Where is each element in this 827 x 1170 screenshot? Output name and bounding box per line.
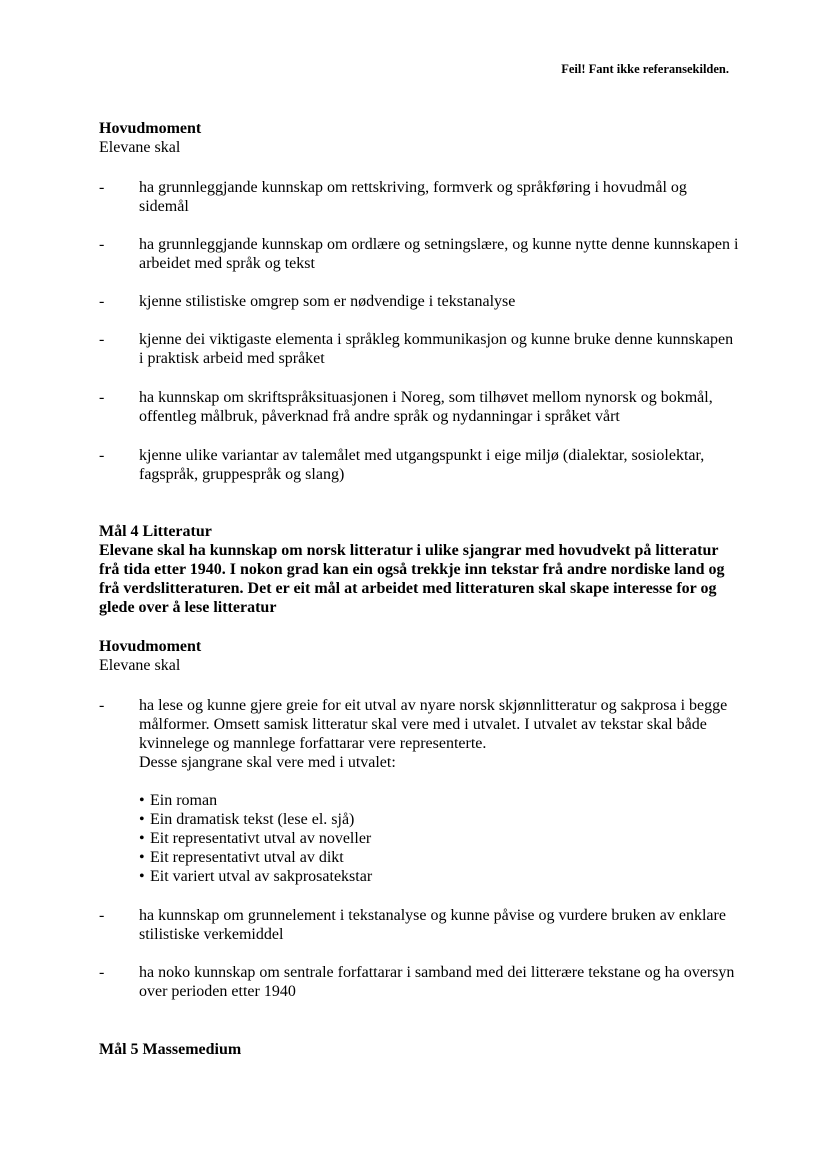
list-item-text: ha noko kunnskap om sentrale forfattarar i samband med dei litterære tekstane og ha oversyn over perioden etter 1940 xyxy=(139,964,735,1000)
section-heading: Hovudmoment xyxy=(99,120,202,137)
list-item xyxy=(99,696,739,886)
list-item xyxy=(99,446,739,484)
dash-marker: - xyxy=(99,389,105,406)
section2-intro xyxy=(99,637,739,675)
genres-intro: Desse sjangrane skal vere med i utvalet: xyxy=(139,754,396,771)
dash-marker: - xyxy=(99,293,105,310)
goal-5-title: Mål 5 Massemedium xyxy=(99,1041,242,1058)
section-heading: Hovudmoment xyxy=(99,638,202,655)
list-item-text: kjenne stilistiske omgrep som er nødvendige i tekstanalyse xyxy=(139,293,516,310)
list-item xyxy=(99,963,739,1001)
dash-marker: - xyxy=(99,331,105,348)
dash-marker: - xyxy=(99,964,105,981)
genre-item: • Ein dramatisk tekst (lese el. sjå) xyxy=(139,810,739,829)
genre-item: • Eit representativt utval av noveller xyxy=(139,829,739,848)
genre-item: • Ein roman xyxy=(139,791,739,810)
goal-description: Elevane skal ha kunnskap om norsk litteratur i ulike sjangrar med hovudvekt på litteratur frå tida etter 1940. I nokon grad kan ein også trekkje inn tekstar frå andre nordiske land og frå verdslitteraturen. Det er eit mål at arbeidet med litteraturen skal skape interesse for og glede over å lese litteratur xyxy=(99,542,725,616)
list-item-text: kjenne ulike variantar av talemålet med utgangspunkt i eige miljø (dialektar, sosiolektar, fagspråk, gruppespråk og slang) xyxy=(139,447,705,483)
list-item-content xyxy=(139,696,739,886)
reference-error-header: Feil! Fant ikke referansekilden. xyxy=(561,62,729,76)
list-item xyxy=(99,906,739,944)
list-item xyxy=(99,235,739,273)
dash-marker: - xyxy=(99,697,105,714)
list-item xyxy=(99,178,739,216)
dash-marker: - xyxy=(99,179,105,196)
goal-title: Mål 4 Litteratur xyxy=(99,523,212,540)
list-item xyxy=(99,292,739,311)
section-intro: Elevane skal xyxy=(99,657,181,674)
list-item xyxy=(99,388,739,426)
section1-intro xyxy=(99,119,739,157)
list-item-text: ha kunnskap om grunnelement i tekstanalyse og kunne påvise og vurdere bruken av enklare stilistiske verkemiddel xyxy=(139,907,726,943)
genre-list xyxy=(139,791,739,886)
list-item-text: ha kunnskap om skriftspråksituasjonen i Noreg, som tilhøvet mellom nynorsk og bokmål, offentleg målbruk, påverknad frå andre språk og nydanningar i språket vårt xyxy=(139,389,713,425)
list-item-text: ha grunnleggjande kunnskap om ordlære og setningslære, og kunne nytte denne kunnskapen i arbeidet med språk og tekst xyxy=(139,236,739,272)
goal-4-block xyxy=(99,522,739,617)
dash-marker: - xyxy=(99,447,105,464)
list-item-text: ha grunnleggjande kunnskap om rettskriving, formverk og språkføring i hovudmål og sidemål xyxy=(139,179,687,215)
genre-item: • Eit representativt utval av dikt xyxy=(139,848,739,867)
list-item xyxy=(99,330,739,368)
list-item-text: kjenne dei viktigaste elementa i språkleg kommunikasjon og kunne bruke denne kunnskapen i praktisk arbeid med språket xyxy=(139,331,734,367)
dash-marker: - xyxy=(99,907,105,924)
list-item-text: ha lese og kunne gjere greie for eit utval av nyare norsk skjønnlitteratur og sakprosa i begge målformer. Omsett samisk litteratur skal vere med i utvalet. I utvalet av tekstar skal både kvinnelege og mannlege forfattarar vere representerte. xyxy=(139,697,728,752)
dash-marker: - xyxy=(99,236,105,253)
genre-item: • Eit variert utval av sakprosatekstar xyxy=(139,867,739,886)
section-intro: Elevane skal xyxy=(99,139,181,156)
